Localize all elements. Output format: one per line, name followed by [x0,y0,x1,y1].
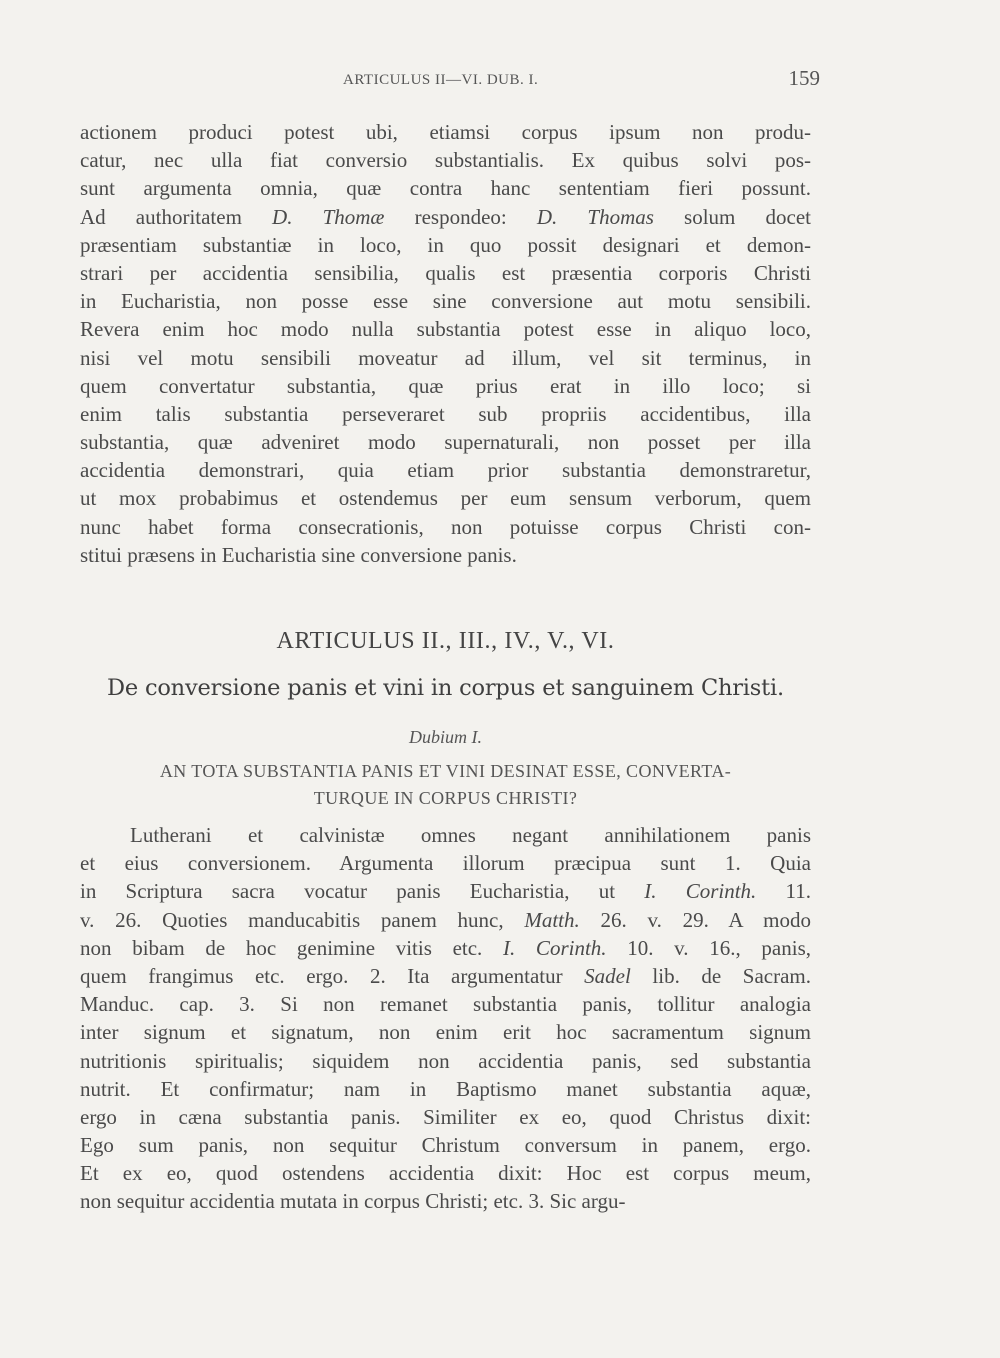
text-line [80,203,811,231]
text-run: nisi vel motu sensibili moveatur ad illum, vel sit terminus, in [80,345,811,370]
text-run: v. 26. Quoties manducabitis panem hunc, [80,907,525,932]
text-run: nutrit. Et confirmatur; nam in Baptismo manet substantia aquæ, [80,1076,811,1101]
italic-reference: I. Corinth. [644,879,757,904]
text-run: in Scriptura sacra vocatur panis Eucharistia, ut [80,879,645,904]
text-line [80,400,811,428]
paragraph-continuation [80,118,811,569]
text-line [80,1103,811,1131]
italic-reference: Matth. [524,907,580,932]
text-run: 26. v. 29. A modo [579,907,811,932]
text-run: nutritionis spiritualis; siquidem non accidentia panis, sed substantia [80,1048,811,1073]
question-line: TURQUE IN CORPUS CHRISTI? [313,788,578,808]
text-line [80,174,811,202]
text-run: actionem produci potest ubi, etiamsi corpus ipsum non produ- [80,120,811,144]
text-run: Revera enim hoc modo nulla substantia potest esse in aliquo loco, [80,317,811,342]
italic-reference: I. Corinth. [503,935,607,960]
text-line [80,146,811,174]
text-run: accidentia demonstrari, quia etiam prior substantia demonstraretur, [80,458,811,483]
text-line [80,1018,811,1046]
text-run: non bibam de hoc genimine vitis etc. [80,935,503,960]
text-line [80,118,811,146]
text-run: sunt argumenta omnia, quæ contra hanc sententiam fieri possunt. [80,176,811,201]
text-run: respondeo: [384,204,537,229]
text-line [80,1187,811,1215]
text-line [80,1159,811,1187]
text-run: ut mox probabimus et ostendemus per eum sensum verborum, quem [80,486,811,511]
text-run: 10. v. 16., panis, [606,935,811,960]
italic-reference: D. Thomas [536,204,654,229]
text-run: strari per accidentia sensibilia, qualis est præsentia corporis Christi [80,260,811,285]
text-line [80,315,811,343]
text-line [80,259,811,287]
article-subheading: De conversione panis et vini in corpus et sanguinem Christi. [107,675,784,701]
italic-reference: D. Thomæ [272,204,385,229]
text-run: nunc habet forma consecrationis, non potuisse corpus Christi con- [80,514,811,539]
text-line [80,934,811,962]
text-run: Et ex eo, quod ostendens accidentia dixit: Hoc est corpus meum, [80,1161,811,1186]
text-run: inter signum et signatum, non enim erit hoc sacramentum signum [80,1020,811,1045]
text-run: non sequitur accidentia mutata in corpus Christi; etc. 3. Sic argu- [80,1189,626,1214]
text-line [80,513,811,541]
question-line: AN TOTA SUBSTANTIA PANIS ET VINI DESINAT ESSE, CONVERTA- [159,761,732,781]
text-line [80,990,811,1018]
text-run: quem frangimus etc. ergo. 2. Ita argumentatur [80,963,585,988]
text-line [80,849,811,877]
running-title: ARTICULUS II—VI. DUB. I. [343,72,539,88]
text-run: in Eucharistia, non posse esse sine conversione aut motu sensibili. [80,289,811,314]
italic-reference: Sadel [584,963,631,988]
text-run: Manduc. cap. 3. Si non remanet substantia panis, tollitur analogia [80,992,811,1017]
text-line [80,906,811,934]
text-line [80,344,811,372]
text-run: solum docet [653,204,811,229]
text-run: præsentiam substantiæ in loco, in quo possit designari et demon- [80,232,811,257]
text-run: ergo in cæna substantia panis. Similiter ex eo, quod Christus dixit: [80,1104,811,1129]
text-run: substantia, quæ adveniret modo supernaturali, non posset per illa [80,430,811,455]
text-run: Ego sum panis, non sequitur Christum conversum in panem, ergo. [80,1133,811,1158]
running-head [80,62,820,102]
text-line [80,821,811,849]
text-run: Lutherani et calvinistæ omnes negant annihilationem panis [130,823,811,847]
text-line [80,1047,811,1075]
text-run: enim talis substantia perseveraret sub propriis accidentibus, illa [80,401,811,426]
page-number: 159 [788,66,820,90]
text-run: 11. [756,879,811,904]
text-run: et eius conversionem. Argumenta illorum præcipua sunt 1. Quia [80,851,811,876]
text-line [80,962,811,990]
text-line [80,541,811,569]
paragraph-lutherani [80,821,811,1216]
dubium-label: Dubium I. [409,727,482,747]
text-run: quem convertatur substantia, quæ prius erat in illo loco; si [80,373,811,398]
text-run: Ad authoritatem [80,204,273,229]
text-line [80,1131,811,1159]
text-line [80,484,811,512]
text-run: stitui præsens in Eucharistia sine conversione panis. [80,542,517,567]
text-line [80,287,811,315]
article-heading: ARTICULUS II., III., IV., V., VI. [276,628,615,654]
text-line [80,231,811,259]
text-line [80,456,811,484]
text-run: lib. de Sacram. [630,963,811,988]
text-line [80,877,811,905]
text-line [80,372,811,400]
text-line [80,1075,811,1103]
dubium-question [80,758,811,812]
text-line [80,428,811,456]
text-run: catur, nec ulla fiat conversio substantialis. Ex quibus solvi pos- [80,148,811,173]
